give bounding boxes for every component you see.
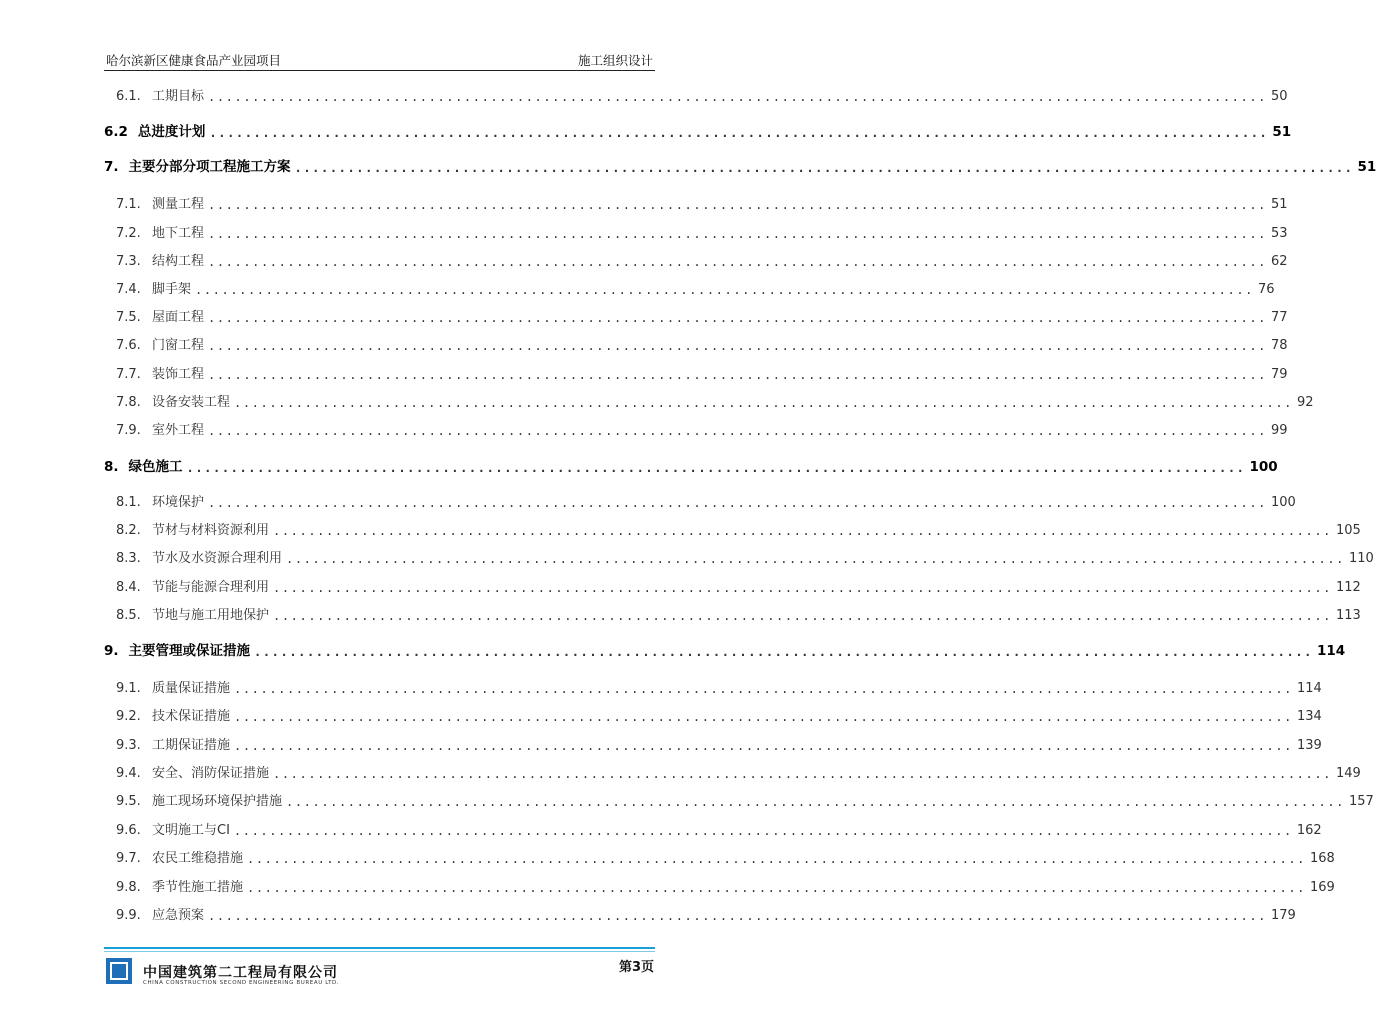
toc-entry[interactable]	[104, 676, 1322, 696]
toc-entry-title: 门窗工程	[152, 338, 205, 353]
toc-entry-title: 结构工程	[152, 254, 205, 269]
toc-entry[interactable]	[104, 155, 1376, 175]
toc-entry-number: 7.4.	[116, 282, 141, 297]
toc-leader-dots: ........................................................................................................................	[208, 198, 1267, 212]
toc-entry-number: 9.3.	[116, 738, 141, 753]
toc-leader-dots: ........................................................................................................................	[209, 126, 1269, 140]
toc-entry-page: 50	[1270, 89, 1288, 104]
toc-entry-number: 7.5.	[116, 310, 141, 325]
toc-leader-dots: ........................................................................................................................	[186, 461, 1246, 475]
toc-leader-dots: ........................................................................................................................	[254, 645, 1313, 659]
toc-entry-page: 51	[1272, 124, 1292, 140]
toc-entry[interactable]	[104, 846, 1335, 866]
toc-entry-page: 100	[1270, 495, 1296, 510]
toc-leader-dots: ........................................................................................................................	[208, 909, 1267, 923]
toc-entry[interactable]	[104, 518, 1361, 538]
toc-entry[interactable]	[104, 575, 1361, 595]
toc-entry-page: 99	[1270, 423, 1288, 438]
footer-company-name-en: CHINA CONSTRUCTION SECOND ENGINEERING BUREAU LTD.	[143, 980, 340, 986]
toc-entry-number: 8.	[104, 459, 119, 475]
toc-entry[interactable]	[104, 333, 1288, 353]
header-project-name: 哈尔滨新区健康食品产业园项目	[106, 53, 282, 68]
toc-leader-dots: ........................................................................................................................	[195, 283, 1254, 297]
toc-entry-number: 9.8.	[116, 880, 141, 895]
toc-leader-dots: ........................................................................................................................	[208, 255, 1267, 269]
toc-leader-dots: ........................................................................................................................	[208, 90, 1267, 104]
toc-entry-title: 节能与能源合理利用	[152, 580, 270, 595]
toc-entry-title: 技术保证措施	[152, 709, 231, 724]
toc-entry-page: 92	[1296, 395, 1314, 410]
toc-entry[interactable]	[104, 120, 1292, 140]
toc-leader-dots: ........................................................................................................................	[208, 424, 1267, 438]
toc-entry-title: 安全、消防保证措施	[152, 766, 270, 781]
toc-entry-page: 112	[1335, 580, 1361, 595]
toc-entry-title: 总进度计划	[137, 124, 206, 140]
toc-entry-title: 文明施工与CI	[152, 823, 230, 838]
toc-leader-dots: ........................................................................................................................	[247, 881, 1306, 895]
toc-entry-page: 110	[1348, 551, 1374, 566]
toc-entry-page: 139	[1296, 738, 1322, 753]
toc-entry-number: 9.	[104, 643, 119, 659]
toc-leader-dots: ........................................................................................................................	[234, 710, 1293, 724]
toc-entry-title: 节水及水资源合理利用	[152, 551, 283, 566]
toc-entry-page: 51	[1270, 197, 1288, 212]
footer-rule	[104, 947, 655, 949]
footer-company-name: 中国建筑第二工程局有限公司	[143, 965, 338, 981]
toc-entry-title: 装饰工程	[152, 367, 205, 382]
toc-leader-dots: ........................................................................................................................	[208, 368, 1267, 382]
toc-entry[interactable]	[104, 603, 1361, 623]
toc-leader-dots: ........................................................................................................................	[208, 311, 1267, 325]
toc-entry-page: 77	[1270, 310, 1288, 325]
toc-entry-number: 7.8.	[116, 395, 141, 410]
toc-entry[interactable]	[104, 818, 1322, 838]
toc-entry[interactable]	[104, 875, 1335, 895]
toc-entry-title: 设备安装工程	[152, 395, 231, 410]
toc-entry[interactable]	[104, 455, 1278, 475]
toc-leader-dots: ........................................................................................................................	[294, 161, 1354, 175]
toc-entry-title: 工期目标	[152, 89, 205, 104]
toc-entry-title: 质量保证措施	[152, 681, 231, 696]
toc-entry[interactable]	[104, 192, 1288, 212]
toc-entry-page: 53	[1270, 226, 1288, 241]
toc-entry-page: 114	[1316, 643, 1346, 659]
toc-entry[interactable]	[104, 704, 1322, 724]
toc-leader-dots: ........................................................................................................................	[234, 682, 1293, 696]
toc-entry[interactable]	[104, 277, 1275, 297]
toc-entry-title: 地下工程	[152, 226, 205, 241]
toc-entry-title: 工期保证措施	[152, 738, 231, 753]
toc-entry-page: 149	[1335, 766, 1361, 781]
toc-entry-page: 162	[1296, 823, 1322, 838]
toc-entry-page: 51	[1357, 159, 1376, 175]
toc-entry[interactable]	[104, 903, 1296, 923]
toc-entry-number: 9.5.	[116, 794, 141, 809]
toc-leader-dots: ........................................................................................................................	[273, 581, 1332, 595]
company-logo-icon	[106, 958, 132, 984]
toc-entry-title: 绿色施工	[128, 459, 183, 475]
toc-entry-title: 季节性施工措施	[152, 880, 244, 895]
toc-entry-number: 7.9.	[116, 423, 141, 438]
toc-entry[interactable]	[104, 733, 1322, 753]
toc-entry-number: 9.1.	[116, 681, 141, 696]
toc-entry-number: 9.7.	[116, 851, 141, 866]
toc-leader-dots: ........................................................................................................................	[234, 396, 1293, 410]
toc-leader-dots: ........................................................................................................................	[286, 552, 1345, 566]
page-header	[104, 50, 655, 71]
toc-leader-dots: ........................................................................................................................	[208, 496, 1267, 510]
toc-entry[interactable]	[104, 305, 1288, 325]
toc-entry[interactable]	[104, 490, 1296, 510]
toc-entry-page: 134	[1296, 709, 1322, 724]
toc-entry-number: 7.3.	[116, 254, 141, 269]
toc-leader-dots: ........................................................................................................................	[273, 524, 1332, 538]
toc-entry-number: 6.1.	[116, 89, 141, 104]
toc-leader-dots: ........................................................................................................................	[208, 227, 1267, 241]
toc-entry-title: 主要管理或保证措施	[128, 643, 251, 659]
toc-entry-number: 9.9.	[116, 908, 141, 923]
toc-entry-title: 主要分部分项工程施工方案	[128, 159, 291, 175]
toc-entry-number: 7.	[104, 159, 119, 175]
toc-entry-page: 79	[1270, 367, 1288, 382]
toc-entry-number: 8.5.	[116, 608, 141, 623]
toc-entry-page: 78	[1270, 338, 1288, 353]
toc-entry[interactable]	[104, 362, 1288, 382]
toc-entry-number: 9.4.	[116, 766, 141, 781]
toc-entry-title: 屋面工程	[152, 310, 205, 325]
toc-entry-number: 9.6.	[116, 823, 141, 838]
page-number: 第3页	[618, 960, 654, 975]
toc-leader-dots: ........................................................................................................................	[273, 767, 1332, 781]
toc-entry-title: 室外工程	[152, 423, 205, 438]
toc-entry-title: 施工现场环境保护措施	[152, 794, 283, 809]
toc-leader-dots: ........................................................................................................................	[208, 339, 1267, 353]
toc-leader-dots: ........................................................................................................................	[247, 852, 1306, 866]
header-document-type: 施工组织设计	[577, 53, 653, 68]
toc-entry-number: 8.4.	[116, 580, 141, 595]
toc-entry-page: 113	[1335, 608, 1361, 623]
toc-entry-title: 节材与材料资源利用	[152, 523, 270, 538]
toc-entry-page: 62	[1270, 254, 1288, 269]
footer-rule-thin	[104, 951, 655, 952]
toc-entry-number: 8.1.	[116, 495, 141, 510]
toc-entry-number: 7.7.	[116, 367, 141, 382]
toc-entry[interactable]	[104, 84, 1288, 104]
toc-entry-page: 76	[1257, 282, 1275, 297]
toc-entry[interactable]	[104, 390, 1314, 410]
toc-entry[interactable]	[104, 789, 1374, 809]
toc-leader-dots: ........................................................................................................................	[234, 739, 1293, 753]
toc-entry-title: 测量工程	[152, 197, 205, 212]
toc-entry[interactable]	[104, 761, 1361, 781]
toc-entry[interactable]	[104, 418, 1288, 438]
toc-entry-number: 9.2.	[116, 709, 141, 724]
toc-entry[interactable]	[104, 249, 1288, 269]
toc-entry-page: 114	[1296, 681, 1322, 696]
toc-entry-page: 157	[1348, 794, 1374, 809]
toc-entry-page: 169	[1309, 880, 1335, 895]
toc-entry-title: 节地与施工用地保护	[152, 608, 270, 623]
toc-entry-page: 168	[1309, 851, 1335, 866]
toc-entry-number: 7.1.	[116, 197, 141, 212]
toc-entry-page: 100	[1249, 459, 1278, 475]
toc-entry-title: 农民工维稳措施	[152, 851, 244, 866]
toc-entry[interactable]	[104, 546, 1374, 566]
toc-leader-dots: ........................................................................................................................	[286, 795, 1345, 809]
toc-entry[interactable]	[104, 221, 1288, 241]
toc-entry-page: 179	[1270, 908, 1296, 923]
toc-entry[interactable]	[104, 639, 1346, 659]
toc-entry-title: 应急预案	[152, 908, 205, 923]
toc-leader-dots: ........................................................................................................................	[273, 609, 1332, 623]
toc-entry-number: 7.6.	[116, 338, 141, 353]
toc-entry-title: 脚手架	[152, 282, 192, 297]
toc-entry-number: 7.2.	[116, 226, 141, 241]
toc-entry-number: 8.3.	[116, 551, 141, 566]
toc-leader-dots: ........................................................................................................................	[233, 824, 1293, 838]
toc-entry-number: 6.2	[104, 124, 128, 140]
toc-entry-number: 8.2.	[116, 523, 141, 538]
toc-entry-page: 105	[1335, 523, 1361, 538]
toc-entry-title: 环境保护	[152, 495, 205, 510]
